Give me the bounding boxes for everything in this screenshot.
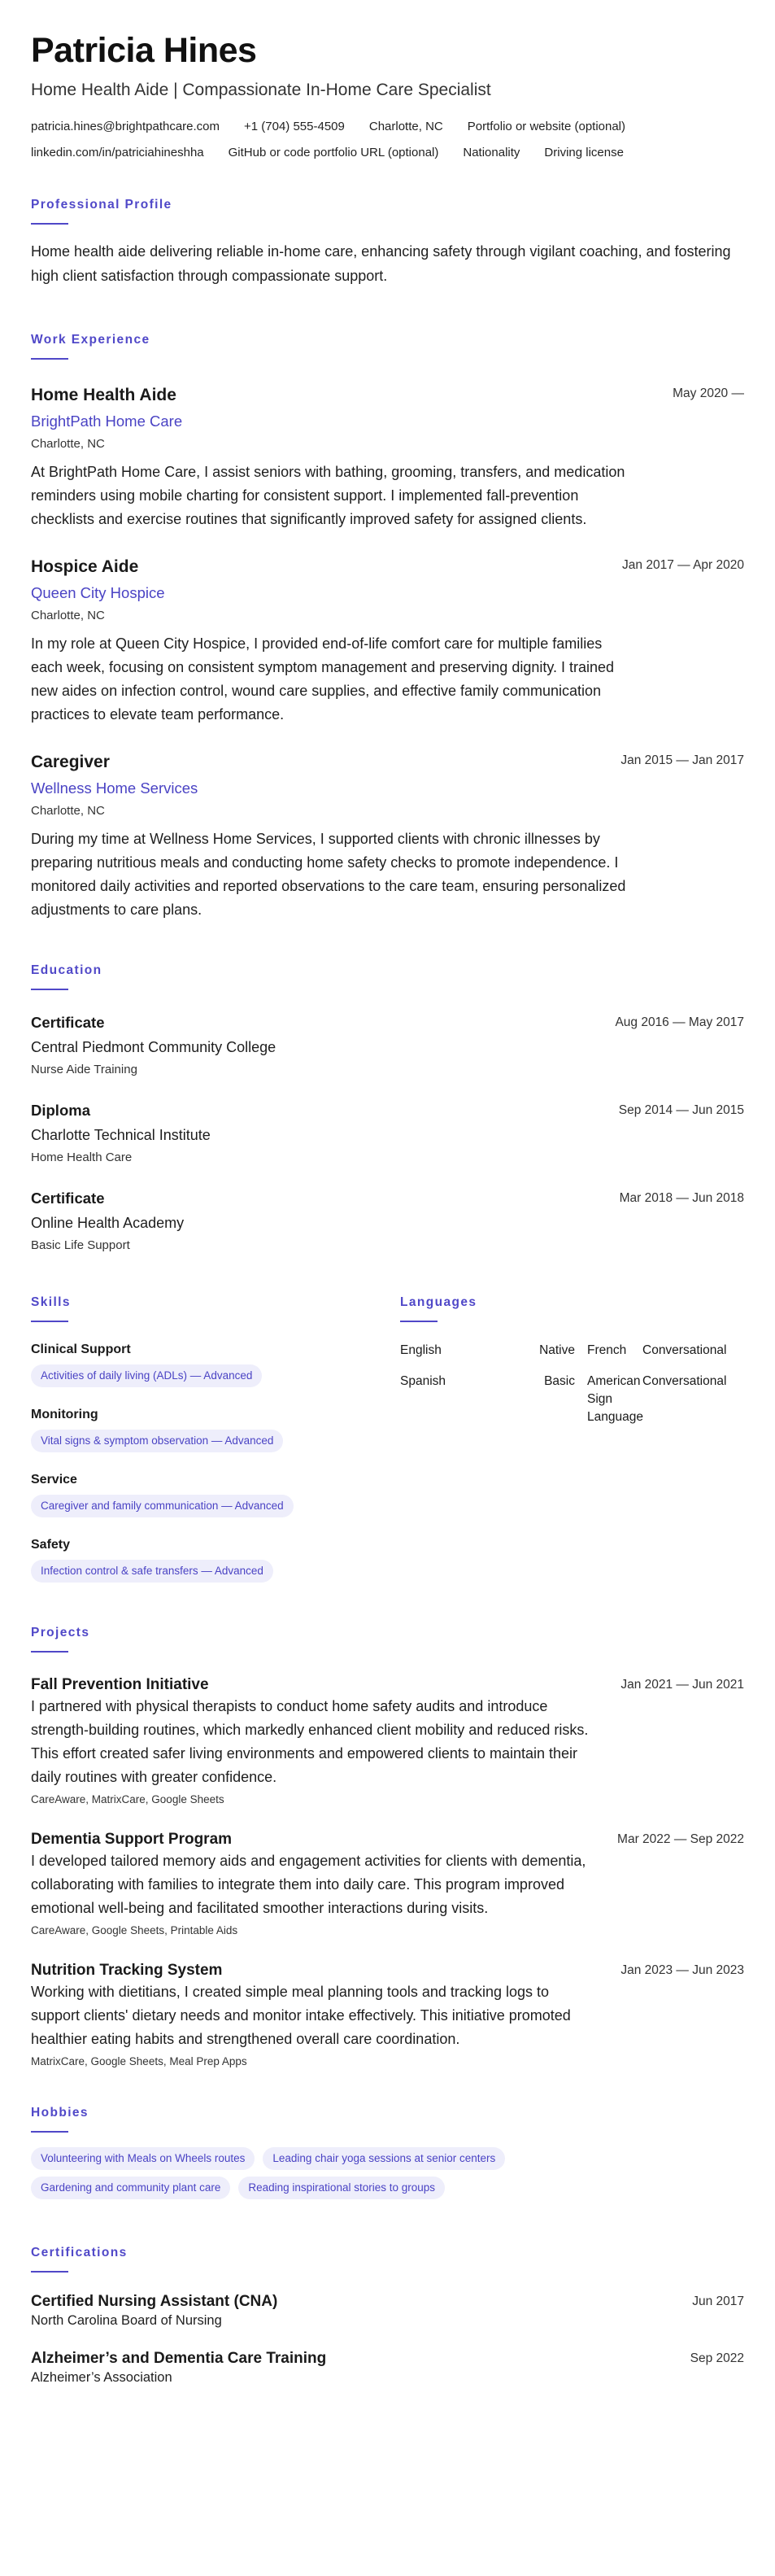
contact-phone[interactable]: +1 (704) 555-4509	[244, 120, 345, 133]
education-dates: Aug 2016 — May 2017	[615, 1015, 744, 1029]
education-school: Charlotte Technical Institute	[31, 1127, 211, 1143]
projects-section	[31, 1625, 744, 2069]
language-name: French	[587, 1343, 627, 1357]
language-level: Basic	[544, 1374, 575, 1388]
profile-summary: Home health aide delivering reliable in-home care, enhancing safety through vigilant coaching, and fostering high client satisfaction through compassionate support.	[31, 243, 731, 284]
certification-name: Certified Nursing Assistant (CNA)	[31, 2293, 278, 2310]
hobby-tag: Gardening and community plant care	[31, 2177, 230, 2199]
project-title: Nutrition Tracking System	[31, 1962, 223, 1979]
skill-group	[31, 1537, 400, 1583]
education-school: Central Piedmont Community College	[31, 1039, 276, 1055]
language-name: English	[400, 1343, 442, 1357]
education-entry	[31, 1101, 744, 1166]
job-company: Wellness Home Services	[31, 779, 198, 797]
project-tools: CareAware, Google Sheets, Printable Aids	[31, 1924, 238, 1936]
skill-group	[31, 1407, 400, 1452]
job-description: During my time at Wellness Home Services, I supported clients with chronic illnesses by preparing nutritious meals and conducting home safety checks to promote independence. I monitored daily activities and reported observations to the care team, ensuring personalized adjustments to care plans.	[31, 831, 626, 918]
skill-group-name: Clinical Support	[31, 1343, 131, 1356]
project-title: Fall Prevention Initiative	[31, 1676, 209, 1693]
hobby-tag: Reading inspirational stories to groups	[238, 2177, 445, 2199]
project-tools: CareAware, MatrixCare, Google Sheets	[31, 1793, 224, 1805]
hobby-tag: Leading chair yoga sessions at senior centers	[263, 2147, 505, 2170]
section-title: Professional Profile	[31, 198, 172, 212]
education-section	[31, 963, 744, 1254]
job-location: Charlotte, NC	[31, 804, 105, 818]
education-entry	[31, 1189, 744, 1254]
certification-entry	[31, 2292, 744, 2329]
contact-nationality: Nationality	[463, 146, 520, 159]
education-degree: Certificate	[31, 1190, 105, 1207]
contact-email[interactable]: patricia.hines@brightpathcare.com	[31, 120, 220, 133]
section-divider	[31, 358, 68, 360]
education-entry	[31, 1013, 744, 1078]
language-list	[400, 1342, 744, 1426]
section-title: Languages	[400, 1295, 477, 1309]
language-level: Conversational	[642, 1343, 727, 1357]
contact-linkedin[interactable]: linkedin.com/in/patriciahineshha	[31, 146, 204, 159]
section-title: Certifications	[31, 2246, 128, 2259]
job-entry	[31, 384, 744, 531]
project-description: I developed tailored memory aids and engagement activities for clients with dementia, collaborating with families to integrate them into daily care. This program improved emotional well-being and facilitated smoother interactions during visits.	[31, 1853, 586, 1916]
certification-issuer: North Carolina Board of Nursing	[31, 2313, 222, 2328]
contact-driving-license: Driving license	[544, 146, 624, 159]
section-divider	[31, 1321, 68, 1322]
project-tools: MatrixCare, Google Sheets, Meal Prep Apps	[31, 2055, 247, 2067]
education-degree: Diploma	[31, 1102, 90, 1119]
project-dates: Mar 2022 — Sep 2022	[617, 1832, 744, 1846]
skill-group-name: Monitoring	[31, 1408, 98, 1421]
skill-group-name: Service	[31, 1473, 77, 1487]
section-title: Work Experience	[31, 333, 150, 347]
contact-list	[31, 119, 730, 161]
skill-tag: Infection control & safe transfers — Advanced	[31, 1560, 273, 1583]
project-dates: Jan 2023 — Jun 2023	[620, 1963, 744, 1977]
section-divider	[31, 989, 68, 990]
education-dates: Sep 2014 — Jun 2015	[618, 1103, 744, 1117]
project-entry	[31, 1675, 744, 1807]
job-company: Queen City Hospice	[31, 584, 165, 601]
education-dates: Mar 2018 — Jun 2018	[619, 1191, 744, 1205]
job-title: Hospice Aide	[31, 557, 139, 576]
language-name: Spanish	[400, 1374, 446, 1388]
project-description: Working with dietitians, I created simple meal planning tools and tracking logs to support clients' dietary needs and monitor intake effectively. This initiative promoted healthier eating habits and strengthened overall care coordination.	[31, 1984, 571, 2047]
job-title: Home Health Aide	[31, 386, 176, 404]
language-level: Conversational	[642, 1374, 727, 1388]
section-title: Skills	[31, 1295, 71, 1309]
skill-tag: Vital signs & symptom observation — Advanced	[31, 1430, 283, 1452]
project-entry	[31, 1961, 744, 2069]
job-entry	[31, 751, 744, 922]
job-description: In my role at Queen City Hospice, I provided end-of-life comfort care for multiple families each week, focusing on consistent symptom management and preserving dignity. I trained new aides on infection control, wound care supplies, and effective family communication practices to elevate team performance.	[31, 635, 615, 723]
certification-date: Sep 2022	[690, 2351, 744, 2365]
skill-group-name: Safety	[31, 1538, 71, 1552]
project-entry	[31, 1830, 744, 1938]
section-divider	[31, 223, 68, 225]
section-divider	[31, 2131, 68, 2133]
certifications-section	[31, 2245, 744, 2386]
project-dates: Jan 2021 — Jun 2021	[620, 1678, 744, 1692]
project-description: I partnered with physical therapists to conduct home safety audits and introduce strength-building routines, which markedly enhanced client mobility and reduced risks. This effort created safer living environments and empowered clients to maintain their daily routines with greater confidence.	[31, 1698, 589, 1785]
job-title: Caregiver	[31, 753, 110, 771]
section-title: Hobbies	[31, 2106, 89, 2120]
contact-portfolio[interactable]: Portfolio or website (optional)	[467, 120, 626, 133]
skill-group	[31, 1472, 400, 1517]
certification-date: Jun 2017	[692, 2294, 744, 2308]
contact-github[interactable]: GitHub or code portfolio URL (optional)	[228, 146, 439, 159]
skill-tag: Caregiver and family communication — Advanced	[31, 1495, 294, 1517]
skill-tag: Activities of daily living (ADLs) — Advanced	[31, 1364, 262, 1387]
section-title: Projects	[31, 1626, 90, 1639]
section-divider	[31, 2271, 68, 2273]
languages-section	[400, 1295, 744, 1583]
language-level: Native	[539, 1343, 575, 1357]
skill-group	[31, 1342, 400, 1387]
section-title: Education	[31, 963, 102, 977]
education-field: Home Health Care	[31, 1150, 133, 1164]
education-field: Nurse Aide Training	[31, 1063, 137, 1076]
contact-location: Charlotte, NC	[368, 120, 443, 133]
resume-header	[31, 29, 744, 161]
profile-section	[31, 197, 744, 288]
candidate-headline: Home Health Aide | Compassionate In-Home Care Specialist	[31, 81, 491, 99]
candidate-name: Patricia Hines	[31, 31, 257, 70]
job-dates: Jan 2017 — Apr 2020	[622, 558, 744, 572]
section-divider	[31, 1651, 68, 1653]
job-dates: Jan 2015 — Jan 2017	[620, 753, 744, 767]
job-location: Charlotte, NC	[31, 437, 105, 451]
section-divider	[400, 1321, 438, 1322]
certification-entry	[31, 2349, 744, 2386]
job-company: BrightPath Home Care	[31, 413, 183, 430]
skills-languages-row	[31, 1295, 744, 1583]
education-degree: Certificate	[31, 1014, 105, 1031]
job-description: At BrightPath Home Care, I assist seniors with bathing, grooming, transfers, and medication reminders using mobile charting for consistent support. I implemented fall-prevention checklists and exercise routines that significantly improved safety for assigned clients.	[31, 464, 625, 527]
education-school: Online Health Academy	[31, 1215, 185, 1231]
education-field: Basic Life Support	[31, 1238, 130, 1252]
certification-issuer: Alzheimer’s Association	[31, 2370, 172, 2385]
skills-section	[31, 1295, 400, 1583]
certification-name: Alzheimer’s and Dementia Care Training	[31, 2350, 327, 2367]
hobby-tag: Volunteering with Meals on Wheels routes	[31, 2147, 255, 2170]
language-name: American Sign Language	[587, 1374, 643, 1424]
job-dates: May 2020 —	[673, 386, 744, 400]
job-location: Charlotte, NC	[31, 609, 105, 622]
hobbies-section	[31, 2105, 744, 2199]
hobby-list	[31, 2147, 616, 2199]
job-entry	[31, 556, 744, 727]
experience-section	[31, 332, 744, 922]
project-title: Dementia Support Program	[31, 1831, 233, 1848]
